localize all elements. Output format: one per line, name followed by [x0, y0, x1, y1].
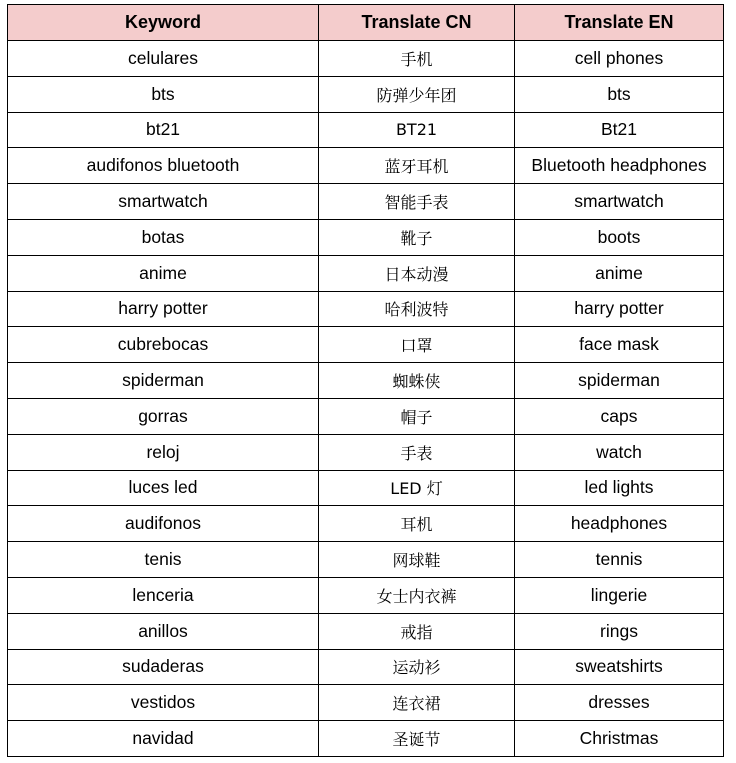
keyword-cell: anillos [8, 613, 319, 649]
translate-cn-cell: 手表 [319, 434, 515, 470]
translate-cn-cell: 女士内衣裤 [319, 577, 515, 613]
translate-cn-cell: 手机 [319, 41, 515, 77]
translate-en-cell: harry potter [515, 291, 724, 327]
translate-en-cell: lingerie [515, 577, 724, 613]
translate-cn-cell: BT21 [319, 112, 515, 148]
table-row [8, 291, 724, 327]
table-row [8, 721, 724, 757]
header-row [8, 5, 724, 41]
keyword-cell: bt21 [8, 112, 319, 148]
table-row [8, 112, 724, 148]
keyword-cell: cubrebocas [8, 327, 319, 363]
table-row [8, 148, 724, 184]
translate-cn-cell: 蜘蛛侠 [319, 363, 515, 399]
translate-en-cell: caps [515, 398, 724, 434]
keyword-cell: reloj [8, 434, 319, 470]
translate-en-cell: rings [515, 613, 724, 649]
keyword-cell: audifonos [8, 506, 319, 542]
keyword-cell: luces led [8, 470, 319, 506]
keyword-cell: sudaderas [8, 649, 319, 685]
translate-en-cell: headphones [515, 506, 724, 542]
translate-en-cell: smartwatch [515, 184, 724, 220]
translate-cn-cell: 戒指 [319, 613, 515, 649]
table-body [8, 41, 724, 757]
translate-cn-cell: 哈利波特 [319, 291, 515, 327]
keyword-cell: harry potter [8, 291, 319, 327]
translate-cn-cell: 智能手表 [319, 184, 515, 220]
header-translate-cn: Translate CN [319, 5, 515, 41]
translate-cn-cell: 日本动漫 [319, 255, 515, 291]
table-row [8, 219, 724, 255]
keyword-cell: spiderman [8, 363, 319, 399]
translate-cn-cell: 网球鞋 [319, 542, 515, 578]
table-row [8, 649, 724, 685]
translate-en-cell: anime [515, 255, 724, 291]
keyword-cell: audifonos bluetooth [8, 148, 319, 184]
translate-en-cell: spiderman [515, 363, 724, 399]
keyword-cell: botas [8, 219, 319, 255]
translate-en-cell: face mask [515, 327, 724, 363]
keyword-cell: vestidos [8, 685, 319, 721]
translate-cn-cell: 口罩 [319, 327, 515, 363]
keyword-cell: navidad [8, 721, 319, 757]
translate-cn-cell: 靴子 [319, 219, 515, 255]
translate-en-cell: Bluetooth headphones [515, 148, 724, 184]
table-row [8, 685, 724, 721]
translate-cn-cell: 防弹少年团 [319, 76, 515, 112]
table-row [8, 542, 724, 578]
keyword-translation-table [7, 4, 724, 757]
table-header [8, 5, 724, 41]
translate-cn-cell: 帽子 [319, 398, 515, 434]
translate-cn-cell: 蓝牙耳机 [319, 148, 515, 184]
table-row [8, 506, 724, 542]
table-row [8, 398, 724, 434]
translate-en-cell: led lights [515, 470, 724, 506]
translate-en-cell: watch [515, 434, 724, 470]
translate-en-cell: Christmas [515, 721, 724, 757]
translate-en-cell: cell phones [515, 41, 724, 77]
keyword-cell: lenceria [8, 577, 319, 613]
keyword-cell: smartwatch [8, 184, 319, 220]
table-row [8, 434, 724, 470]
table-row [8, 613, 724, 649]
translate-cn-cell: 耳机 [319, 506, 515, 542]
keyword-cell: anime [8, 255, 319, 291]
translate-en-cell: bts [515, 76, 724, 112]
translate-cn-cell: 运动衫 [319, 649, 515, 685]
translate-cn-cell: 连衣裙 [319, 685, 515, 721]
translate-cn-cell: LED 灯 [319, 470, 515, 506]
table-row [8, 577, 724, 613]
table-row [8, 470, 724, 506]
keyword-cell: tenis [8, 542, 319, 578]
table-row [8, 41, 724, 77]
translate-cn-cell: 圣诞节 [319, 721, 515, 757]
table-row [8, 76, 724, 112]
translate-en-cell: sweatshirts [515, 649, 724, 685]
header-keyword: Keyword [8, 5, 319, 41]
keyword-cell: celulares [8, 41, 319, 77]
translate-en-cell: boots [515, 219, 724, 255]
translate-en-cell: Bt21 [515, 112, 724, 148]
keyword-cell: gorras [8, 398, 319, 434]
table-row [8, 363, 724, 399]
header-translate-en: Translate EN [515, 5, 724, 41]
table-row [8, 327, 724, 363]
table-row [8, 255, 724, 291]
keyword-cell: bts [8, 76, 319, 112]
table-row [8, 184, 724, 220]
translate-en-cell: dresses [515, 685, 724, 721]
translate-en-cell: tennis [515, 542, 724, 578]
